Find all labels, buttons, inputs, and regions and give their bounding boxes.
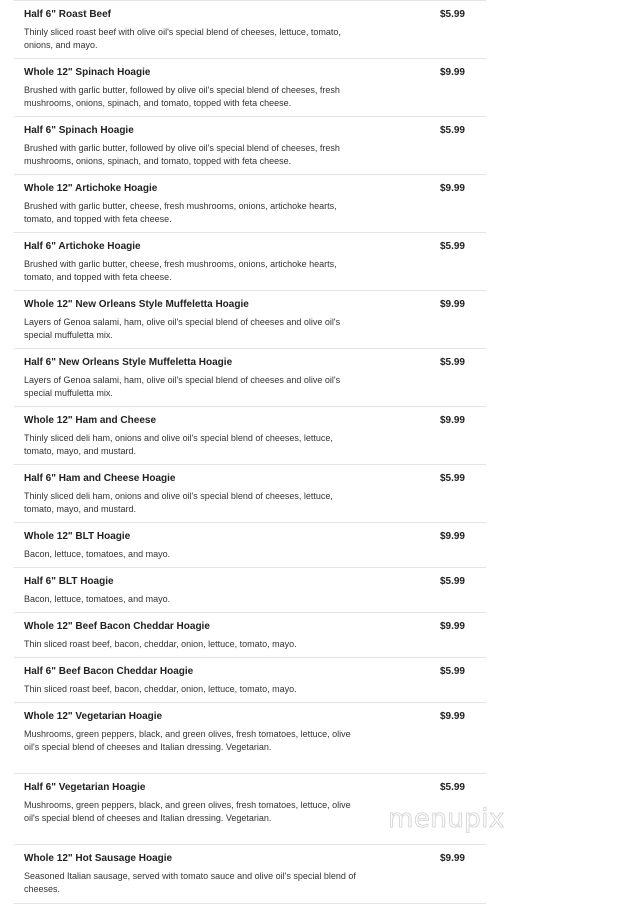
item-name: Half 6" BLT Hoagie (24, 576, 114, 587)
item-name: Whole 12" Hot Sausage Hoagie (24, 853, 173, 864)
item-description: Thin sliced roast beef, bacon, cheddar, onion, lettuce, tomato, mayo. (24, 639, 297, 649)
item-price: $9.99 (439, 853, 465, 864)
menu-item (14, 523, 486, 568)
item-description: Thinly sliced deli ham, onions and olive oil's special blend of cheeses, lettuce, tomato, mayo, and mustard. (24, 491, 333, 514)
item-price: $9.99 (439, 531, 465, 542)
item-name: Whole 12" Spinach Hoagie (24, 67, 151, 78)
item-price: $5.99 (439, 576, 465, 587)
item-description: Mushrooms, green peppers, black, and green olives, fresh tomatoes, lettuce, olive oil's special blend of cheeses and Italian dressing. Vegetarian. (24, 800, 351, 823)
item-name: Half 6" Spinach Hoagie (24, 125, 134, 136)
item-name: Half 6" Ham and Cheese Hoagie (24, 473, 176, 484)
menu-list (14, 0, 486, 904)
item-description: Seasoned Italian sausage, served with tomato sauce and olive oil's special blend of cheeses. (24, 871, 356, 894)
item-description: Thinly sliced deli ham, onions and olive oil's special blend of cheeses, lettuce, tomato, mayo, and mustard. (24, 433, 333, 456)
item-price: $5.99 (439, 9, 465, 20)
item-name: Half 6" New Orleans Style Muffeletta Hoagie (24, 357, 233, 368)
item-name: Half 6" Roast Beef (24, 9, 111, 20)
item-price: $5.99 (439, 125, 465, 136)
item-description: Thin sliced roast beef, bacon, cheddar, onion, lettuce, tomato, mayo. (24, 684, 297, 694)
item-price: $5.99 (439, 782, 465, 793)
item-name: Half 6" Vegetarian Hoagie (24, 782, 146, 793)
item-price: $9.99 (439, 621, 465, 632)
item-name: Whole 12" BLT Hoagie (24, 531, 131, 542)
item-price: $9.99 (439, 67, 465, 78)
menu-item (14, 291, 486, 349)
menu-item (14, 658, 486, 703)
menupix-watermark: menupix (388, 804, 505, 834)
item-description: Mushrooms, green peppers, black, and green olives, fresh tomatoes, lettuce, olive oil's special blend of cheeses and Italian dressing. Vegetarian. (24, 729, 351, 752)
item-price: $9.99 (439, 711, 465, 722)
item-description: Brushed with garlic butter, followed by olive oil's special blend of cheeses, fresh mushrooms, onions, spinach, and tomato, topped with feta cheese. (24, 143, 340, 166)
menu-item (14, 703, 486, 774)
menu-item (14, 407, 486, 465)
item-description: Layers of Genoa salami, ham, olive oil's special blend of cheeses and olive oil's special muffuletta mix. (24, 375, 341, 398)
item-description: Brushed with garlic butter, cheese, fresh mushrooms, onions, artichoke hearts, tomato, and topped with feta cheese. (24, 201, 337, 224)
menu-item (14, 568, 486, 613)
item-description: Bacon, lettuce, tomatoes, and mayo. (24, 594, 171, 604)
item-name: Half 6" Beef Bacon Cheddar Hoagie (24, 666, 194, 677)
item-name: Whole 12" Ham and Cheese (24, 415, 157, 426)
item-name: Whole 12" Artichoke Hoagie (24, 183, 158, 194)
item-price: $5.99 (439, 473, 465, 484)
menu-item (14, 845, 486, 904)
menu-item (14, 1, 486, 59)
menu-item (14, 59, 486, 117)
item-price: $5.99 (439, 357, 465, 368)
menu-item (14, 233, 486, 291)
item-description: Thinly sliced roast beef with olive oil's special blend of cheeses, lettuce, tomato, onions, and mayo. (24, 27, 341, 50)
item-description: Brushed with garlic butter, cheese, fresh mushrooms, onions, artichoke hearts, tomato, and topped with feta cheese. (24, 259, 337, 282)
item-name: Whole 12" Beef Bacon Cheddar Hoagie (24, 621, 210, 632)
item-description: Layers of Genoa salami, ham, olive oil's special blend of cheeses and olive oil's special muffuletta mix. (24, 317, 341, 340)
menu-item (14, 613, 486, 658)
item-price: $9.99 (439, 415, 465, 426)
item-price: $9.99 (439, 183, 465, 194)
item-price: $5.99 (439, 666, 465, 677)
menu-item (14, 465, 486, 523)
item-name: Half 6" Artichoke Hoagie (24, 241, 141, 252)
item-price: $9.99 (439, 299, 465, 310)
item-name: Whole 12" New Orleans Style Muffeletta Hoagie (24, 299, 249, 310)
menu-item (14, 175, 486, 233)
menu-item (14, 117, 486, 175)
item-description: Bacon, lettuce, tomatoes, and mayo. (24, 549, 171, 559)
item-price: $5.99 (439, 241, 465, 252)
menu-item (14, 349, 486, 407)
item-description: Brushed with garlic butter, followed by olive oil's special blend of cheeses, fresh mushrooms, onions, spinach, and tomato, topped with feta cheese. (24, 85, 340, 108)
item-name: Whole 12" Vegetarian Hoagie (24, 711, 163, 722)
